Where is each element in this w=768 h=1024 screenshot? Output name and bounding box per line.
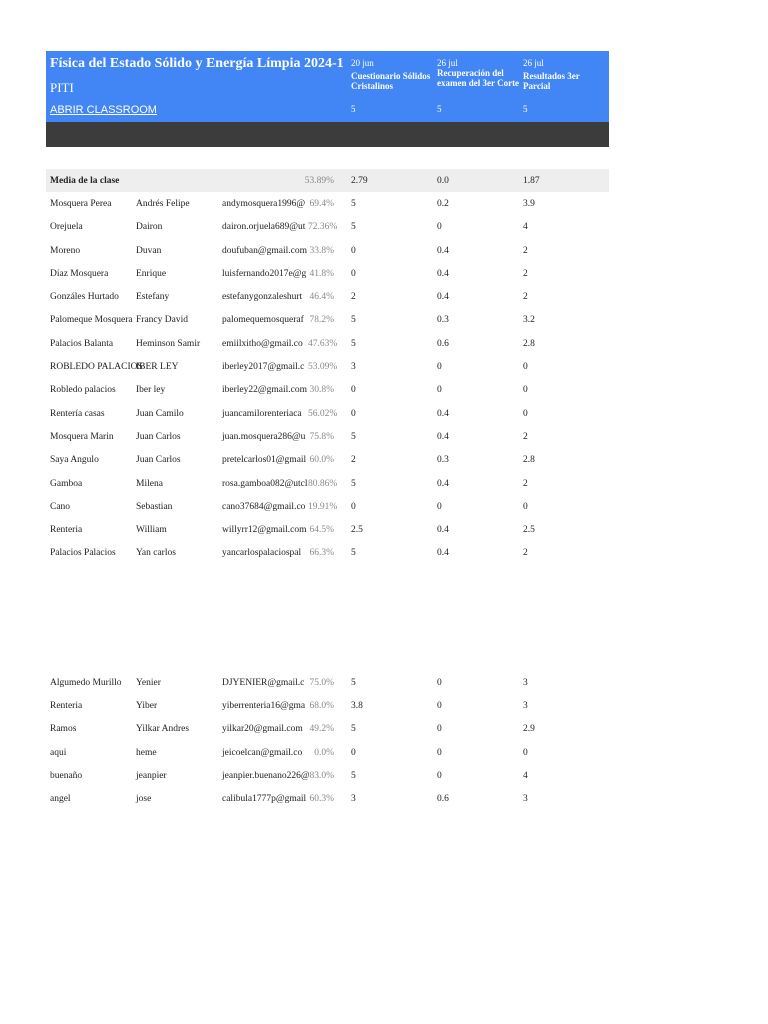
grade-cell: 0: [437, 362, 442, 373]
student-row[interactable]: [46, 472, 609, 495]
grade-cell: 0: [523, 385, 528, 396]
student-email: doufuban@gmail.com: [222, 245, 307, 256]
student-row[interactable]: [46, 495, 609, 518]
student-email: pretelcarlos01@gmail: [222, 455, 307, 466]
grade-cell: 0.2: [437, 198, 449, 209]
student-email: rosa.gamboa082@utcl: [222, 478, 308, 489]
grade-cell: 0.4: [437, 245, 449, 256]
grade-cell: 3: [523, 794, 528, 805]
grade-cell: 0.6: [437, 794, 449, 805]
student-last-name: Mosquera Marin: [50, 431, 114, 442]
student-row[interactable]: [46, 309, 609, 332]
assignment-points: 5: [351, 104, 356, 114]
student-last-name: Renteria: [50, 525, 83, 536]
student-average: 80.86%: [308, 478, 338, 489]
grade-cell: 0.3: [437, 455, 449, 466]
assignment-header[interactable]: [523, 51, 609, 122]
student-average: 72.36%: [308, 222, 338, 233]
student-email: yiberrenteria16@gma: [222, 700, 306, 711]
gradebook-table: [46, 51, 609, 811]
student-row[interactable]: [46, 542, 609, 565]
student-email: yancarlospalaciospal: [222, 548, 302, 559]
student-last-name: Algumedo Murillo: [50, 677, 122, 688]
student-email: juan.mosquera286@u: [222, 431, 306, 442]
student-first-name: Sebastian: [136, 501, 173, 512]
student-average: 0.0%: [314, 747, 334, 758]
student-first-name: Iber ley: [136, 385, 166, 396]
student-first-name: heme: [136, 747, 157, 758]
assignment-date: 26 jul: [437, 58, 458, 68]
grade-cell: 5: [351, 677, 356, 688]
grade-cell: 2: [523, 431, 528, 442]
grade-cell: 5: [351, 431, 356, 442]
grade-cell: 0: [437, 385, 442, 396]
grade-cell: 0.4: [437, 408, 449, 419]
grade-cell: 5: [351, 548, 356, 559]
student-average: 19.91%: [308, 501, 338, 512]
student-first-name: jeanpier: [136, 770, 167, 781]
class-average-grade: 2.79: [351, 175, 368, 186]
student-first-name: Estefany: [136, 292, 170, 303]
grade-cell: 5: [351, 724, 356, 735]
student-last-name: Gamboa: [50, 478, 83, 489]
student-average: 30.8%: [309, 385, 334, 396]
assignment-title: Cuestionario Sólidos Cristalinos: [351, 71, 431, 91]
student-row[interactable]: [46, 239, 609, 262]
student-average: 33.8%: [309, 245, 334, 256]
student-average: 46.4%: [309, 292, 334, 303]
student-average: 75.0%: [309, 677, 334, 688]
student-average: 83.0%: [309, 770, 334, 781]
student-average: 75.8%: [309, 431, 334, 442]
student-last-name: Mosquera Perea: [50, 198, 112, 209]
student-first-name: Yan carlos: [136, 548, 176, 559]
student-last-name: Cano: [50, 501, 71, 512]
grade-cell: 3: [523, 677, 528, 688]
grade-cell: 5: [351, 338, 356, 349]
student-first-name: Duvan: [136, 245, 162, 256]
grade-cell: 3: [351, 794, 356, 805]
student-row[interactable]: [46, 355, 609, 378]
grade-cell: 2: [351, 455, 356, 466]
grade-cell: 2: [523, 548, 528, 559]
student-last-name: ROBLEDO PALACIOS: [50, 362, 143, 373]
grade-cell: 0.4: [437, 525, 449, 536]
grade-cell: 2.8: [523, 338, 535, 349]
student-average: 60.3%: [309, 794, 334, 805]
grade-cell: 0: [437, 222, 442, 233]
student-first-name: Dairon: [136, 222, 163, 233]
grade-cell: 0.4: [437, 292, 449, 303]
student-last-name: Rentería casas: [50, 408, 105, 419]
student-row[interactable]: [46, 216, 609, 239]
student-email: dairon.orjuela689@ut: [222, 222, 306, 233]
grade-cell: 3.2: [523, 315, 535, 326]
student-first-name: Yiber: [136, 700, 158, 711]
assignment-title: Recuperación del examen del 3er Corte: [437, 68, 520, 88]
student-last-name: Saya Angulo: [50, 455, 99, 466]
student-email: iberley2017@gmail.c: [222, 362, 305, 373]
open-classroom-link[interactable]: ABRIR CLASSROOM: [50, 104, 157, 116]
student-row[interactable]: [46, 741, 609, 764]
grade-cell: 0: [437, 677, 442, 688]
student-row[interactable]: [46, 718, 609, 741]
student-last-name: buenaño: [50, 770, 83, 781]
student-first-name: Juan Carlos: [136, 455, 181, 466]
grade-cell: 3.8: [351, 700, 363, 711]
student-last-name: Díaz Mosquera: [50, 268, 109, 279]
student-row[interactable]: [46, 425, 609, 448]
student-average: 53.09%: [308, 362, 338, 373]
student-last-name: Moreno: [50, 245, 81, 256]
grade-cell: 2: [523, 245, 528, 256]
grade-cell: 0: [437, 770, 442, 781]
grade-cell: 0: [351, 268, 356, 279]
student-row[interactable]: [46, 449, 609, 472]
grade-cell: 0.4: [437, 478, 449, 489]
student-last-name: Gonzáles Hurtado: [50, 292, 119, 303]
student-email: jeicoelcan@gmail.co: [222, 747, 303, 758]
student-email: willyrr12@gmail.com: [222, 525, 307, 536]
student-last-name: aqui: [50, 747, 67, 758]
student-row[interactable]: [46, 402, 609, 425]
assignment-header[interactable]: [351, 51, 437, 122]
student-row[interactable]: [46, 285, 609, 308]
student-last-name: Palacios Palacios: [50, 548, 116, 559]
grade-cell: 0: [351, 747, 356, 758]
grade-cell: 0: [437, 501, 442, 512]
assignment-points: 5: [437, 104, 442, 114]
student-email: juancamilorenteriaca: [222, 408, 302, 419]
grade-cell: 0.6: [437, 338, 449, 349]
grade-cell: 4: [523, 770, 528, 781]
student-average: 69.4%: [309, 198, 334, 209]
student-email: palomequemosqueraf: [222, 315, 304, 326]
grade-cell: 2: [523, 478, 528, 489]
student-first-name: Yilkar Andres: [136, 724, 190, 735]
grade-cell: 2: [523, 292, 528, 303]
grade-cell: 0: [437, 700, 442, 711]
student-email: emiilxitho@gmail.co: [222, 338, 303, 349]
course-header: [46, 51, 609, 122]
student-last-name: angel: [50, 794, 71, 805]
student-email: yilkar20@gmail.com: [222, 724, 303, 735]
student-row[interactable]: [46, 518, 609, 541]
student-email: estefanygonzaleshurt: [222, 292, 303, 303]
grade-cell: 2.8: [523, 455, 535, 466]
grade-cell: 2: [523, 268, 528, 279]
grade-cell: 0: [523, 501, 528, 512]
student-email: andymosquera1996@: [222, 198, 306, 209]
grade-cell: 5: [351, 315, 356, 326]
student-first-name: Milena: [136, 478, 163, 489]
student-row[interactable]: [46, 262, 609, 285]
grade-cell: 0: [523, 747, 528, 758]
student-row[interactable]: [46, 379, 609, 402]
grade-cell: 2: [351, 292, 356, 303]
student-email: iberley22@gmail.com: [222, 385, 307, 396]
student-last-name: Robledo palacios: [50, 385, 116, 396]
grade-cell: 0: [523, 408, 528, 419]
class-average-label: Media de la clase: [50, 175, 120, 186]
grade-cell: 0: [523, 362, 528, 373]
grade-cell: 5: [351, 222, 356, 233]
student-email: DJYENIER@gmail.c: [222, 677, 305, 688]
student-email: calibula1777p@gmail: [222, 794, 307, 805]
assignment-header[interactable]: [437, 51, 523, 122]
student-first-name: Yenier: [136, 677, 161, 688]
grade-cell: 2.5: [351, 525, 363, 536]
student-row[interactable]: [46, 332, 609, 355]
grade-cell: 0: [351, 408, 356, 419]
grade-cell: 5: [351, 198, 356, 209]
student-list: [46, 671, 609, 811]
class-average-row: [46, 169, 609, 192]
student-average: 66.3%: [309, 548, 334, 559]
assignment-points: 5: [523, 104, 528, 114]
spacer: [46, 565, 609, 671]
student-average: 64.5%: [309, 525, 334, 536]
grade-cell: 0: [351, 385, 356, 396]
grade-cell: 3: [523, 700, 528, 711]
grade-cell: 0: [437, 747, 442, 758]
student-average: 78.2%: [309, 315, 334, 326]
student-first-name: IBER LEY: [136, 362, 179, 373]
student-email: jeanpier.buenano226@: [222, 770, 310, 781]
spacer: [46, 147, 609, 169]
student-last-name: Ramos: [50, 724, 77, 735]
grade-cell: 0.4: [437, 268, 449, 279]
student-email: luisfernando2017e@g: [222, 268, 307, 279]
student-row[interactable]: [46, 671, 609, 694]
assignment-date: 20 jun: [351, 58, 374, 68]
grade-cell: 0.4: [437, 431, 449, 442]
grade-cell: 2.5: [523, 525, 535, 536]
student-last-name: Renteria: [50, 700, 83, 711]
student-last-name: Palacios Balanta: [50, 338, 114, 349]
class-average-grade: 0.0: [437, 175, 449, 186]
student-first-name: Juan Carlos: [136, 431, 181, 442]
student-average: 47.63%: [308, 338, 338, 349]
student-first-name: William: [136, 525, 167, 536]
student-first-name: Heminson Samir: [136, 338, 201, 349]
class-average-grade: 1.87: [523, 175, 540, 186]
course-section: PITI: [50, 80, 74, 95]
class-average-overall: 53.89%: [304, 175, 334, 186]
grade-cell: 5: [351, 478, 356, 489]
student-first-name: Andrés Felipe: [136, 198, 190, 209]
student-average: 41.8%: [309, 268, 334, 279]
assignment-title: Resultados 3er Parcial: [523, 71, 580, 91]
student-list: [46, 192, 609, 565]
grade-cell: 0.3: [437, 315, 449, 326]
grade-cell: 5: [351, 770, 356, 781]
student-row[interactable]: [46, 764, 609, 787]
course-title: Física del Estado Sólido y Energía Límpia 2024-1: [50, 56, 344, 71]
grade-cell: 3.9: [523, 198, 535, 209]
grade-cell: 3: [351, 362, 356, 373]
student-first-name: jose: [136, 794, 152, 805]
grade-cell: 0.4: [437, 548, 449, 559]
grade-cell: 4: [523, 222, 528, 233]
student-row[interactable]: [46, 788, 609, 811]
student-row[interactable]: [46, 192, 609, 215]
student-first-name: Francy David: [136, 315, 188, 326]
grade-cell: 0: [351, 245, 356, 256]
grade-cell: 2.9: [523, 724, 535, 735]
student-average: 60.0%: [309, 455, 334, 466]
student-average: 68.0%: [309, 700, 334, 711]
student-first-name: Juan Camilo: [136, 408, 184, 419]
grade-cell: 0: [351, 501, 356, 512]
student-first-name: Enrique: [136, 268, 167, 279]
student-average: 49.2%: [309, 724, 334, 735]
assignment-date: 26 jul: [523, 58, 544, 68]
grade-cell: 0: [437, 724, 442, 735]
student-average: 56.02%: [308, 408, 338, 419]
student-last-name: Palomeque Mosquera: [50, 315, 133, 326]
student-email: cano37684@gmail.co: [222, 501, 306, 512]
student-last-name: Orejuela: [50, 222, 83, 233]
student-row[interactable]: [46, 694, 609, 717]
header-divider-bar: [46, 122, 609, 147]
